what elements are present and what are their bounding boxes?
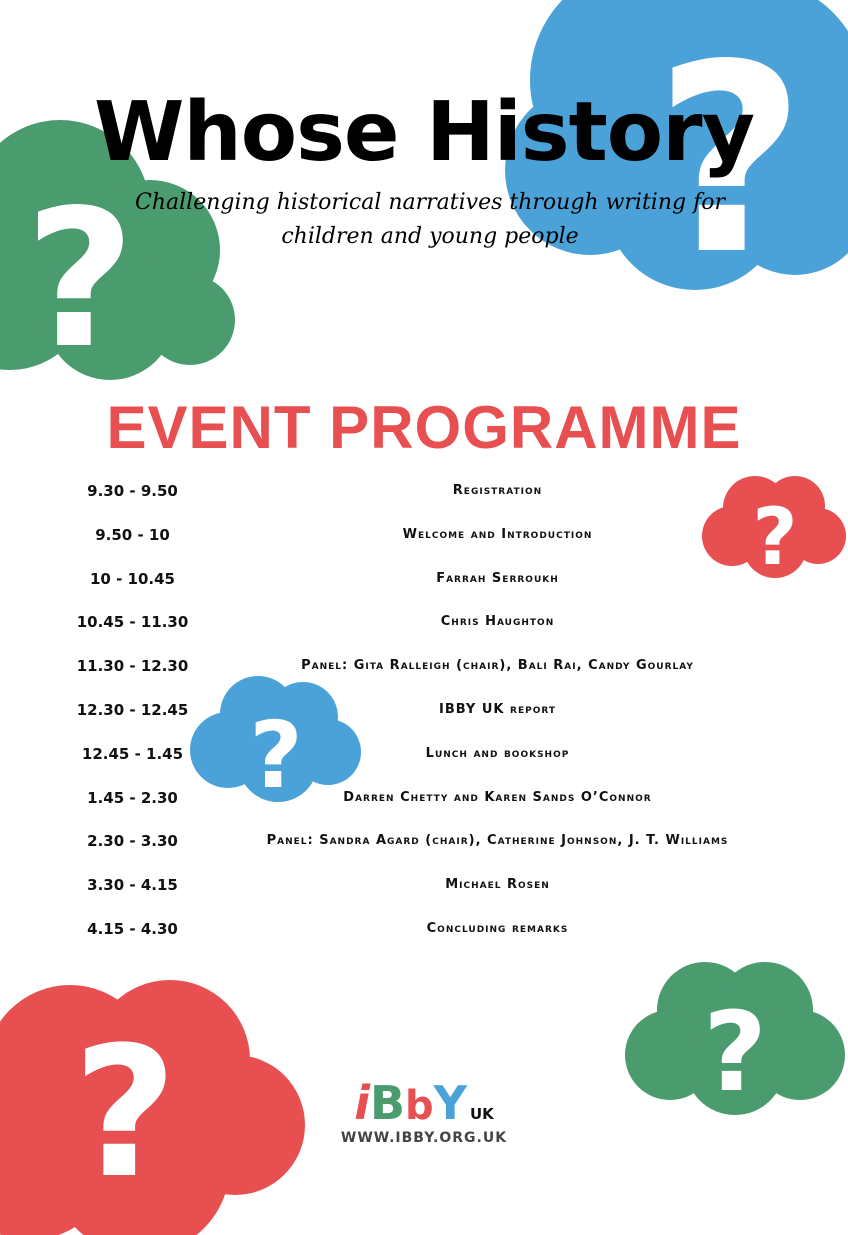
ibby-uk-logo[interactable] (0, 1076, 848, 1130)
question-mark-icon: ? (752, 493, 798, 583)
schedule-item: Lunch and bookshop (425, 745, 570, 761)
schedule-item: Michael Rosen (445, 877, 550, 893)
question-mark-icon: ? (249, 702, 303, 809)
schedule-item: Welcome and Introduction (402, 526, 593, 542)
schedule-item: Panel: Sandra Agard (chair), Catherine Johnson, J. T. Williams (266, 833, 729, 849)
schedule-time: 4.15 - 4.30 (87, 919, 178, 938)
schedule-time: 9.30 - 9.50 (87, 482, 178, 500)
schedule-time: 9.50 - 10 (95, 525, 170, 544)
schedule-time: 12.45 - 1.45 (81, 744, 184, 763)
schedule-row (60, 603, 800, 647)
schedule-row (60, 910, 800, 954)
logo-letter: Y (433, 1076, 467, 1130)
schedule-item: Concluding remarks (426, 920, 569, 936)
schedule-item: IBBY UK report (438, 701, 557, 717)
schedule-row (60, 866, 800, 910)
logo-letter: b (405, 1083, 434, 1129)
schedule-row (60, 516, 800, 560)
page-title: Whose History (93, 85, 755, 180)
question-mark-icon: ? (654, 10, 806, 312)
schedule-row (60, 779, 800, 823)
schedule-row (60, 560, 800, 604)
schedule-time: 10.45 - 11.30 (76, 613, 189, 632)
page-subtitle: Challenging historical narratives through writing for children and young people (135, 190, 725, 249)
programme-heading: EVENT PROGRAMME (106, 394, 742, 461)
schedule-row (60, 647, 800, 691)
schedule-time: 2.30 - 3.30 (87, 832, 178, 851)
schedule-time: 1.45 - 2.30 (87, 788, 178, 807)
logo-letter: i (354, 1076, 370, 1130)
question-mark-icon: ? (24, 169, 136, 390)
schedule-time: 12.30 - 12.45 (76, 700, 189, 719)
question-mark-icon: ? (72, 1009, 178, 1218)
logo-letter: B (369, 1076, 406, 1130)
logo-suffix: UK (469, 1105, 494, 1123)
schedule-row (60, 691, 800, 735)
programme-schedule (60, 472, 800, 954)
schedule-row (60, 735, 800, 779)
schedule-item: Chris Haughton (440, 614, 555, 630)
schedule-time: 11.30 - 12.30 (76, 657, 189, 676)
schedule-item: Farrah Serroukh (436, 570, 559, 586)
schedule-time: 3.30 - 4.15 (87, 876, 178, 895)
schedule-time: 10 - 10.45 (90, 569, 175, 588)
schedule-item: Registration (452, 483, 543, 498)
schedule-item: Darren Chetty and Karen Sands O’Connor (343, 789, 652, 805)
schedule-item: Panel: Gita Ralleigh (chair), Bali Rai, Candy Gourlay (301, 658, 694, 674)
schedule-row (60, 472, 800, 516)
question-mark-icon: ? (703, 988, 767, 1116)
schedule-row (60, 822, 800, 866)
website-link[interactable]: WWW.IBBY.ORG.UK (340, 1130, 508, 1146)
